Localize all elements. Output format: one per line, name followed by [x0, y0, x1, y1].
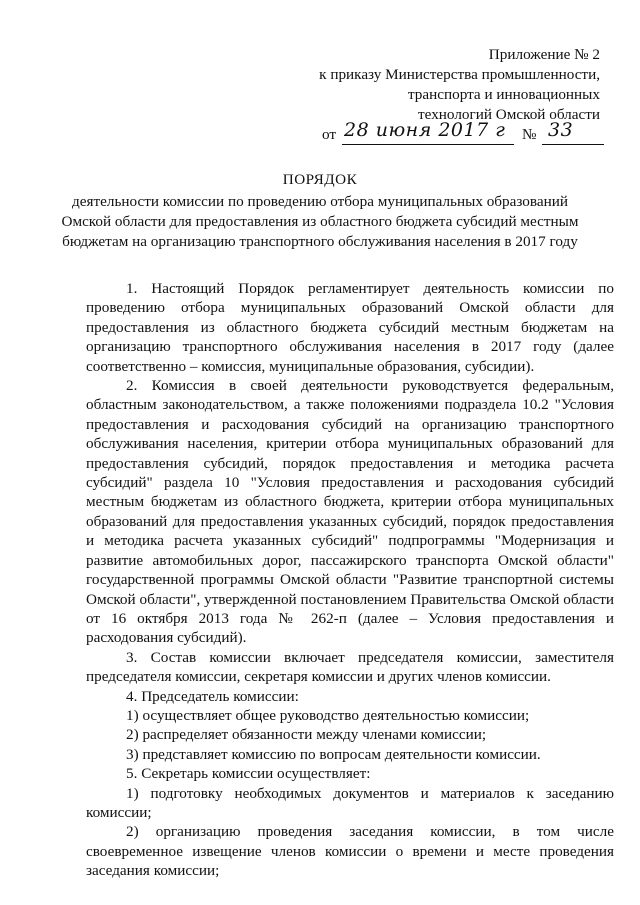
appendix-number: Приложение № 2 [488, 46, 600, 63]
document-subtitle: деятельности комиссии по проведению отбора муниципальных образований Омской области для предоставления из областного бюджета субсидий местным бюджетам на организацию транспортного обслуживания населения в 2017 году [61, 193, 579, 250]
order-reference-line-1: к приказу Министерства промышленности, [319, 66, 600, 83]
paragraph-4: 4. Председатель комиссии: [126, 687, 299, 705]
paragraph-4-item-2: 2) распределяет обязанности между членами комиссии; [126, 726, 487, 744]
paragraph-3: 3. Состав комиссии включает председателя комиссии, заместителя председателя комиссии, секретаря комиссии и других членов комиссии. [86, 648, 614, 686]
paragraph-2: 2. Комиссия в своей деятельности руководствуется федеральным, областным законодательством, а также положениями подраздела 10.2 "Условия предоставления и расходования субсидий на организацию транспортного обслуживания населения, критерии отбора муниципальных образований для предоставления субсидий, порядок предоставления и методика расчета субсидий" раздела 10 "Условия предоставления и расходования субсидий местным бюджетам из областного бюджета, критерии отбора муниципальных образований для предоставления указанных субсидий, порядок предоставления и методика расчета указанных субсидий" подпрограммы "Модернизация и развитие автомобильных дорог, пассажирского транспорта Омской области" государственной программы Омской области "Развитие транспортной системы Омской области", утвержденной постановлением Правительства Омской области от 16 октября 2013 года № 262-п (далее – Условия предоставления и расходования субсидий). [86, 377, 614, 647]
paragraph-5: 5. Секретарь комиссии осуществляет: [126, 765, 371, 783]
handwritten-number: 33 [548, 119, 574, 141]
number-underline [542, 144, 604, 145]
date-prefix: от [322, 126, 337, 143]
date-underline [342, 144, 514, 145]
paragraph-4-item-3: 3) представляет комиссию по вопросам деятельности комиссии. [126, 745, 541, 763]
paragraph-4-item-1: 1) осуществляет общее руководство деятельностью комиссии; [126, 706, 530, 724]
order-date-number-line [322, 119, 607, 149]
document-title: ПОРЯДОК [282, 171, 358, 188]
handwritten-date: 28 июня 2017 г [344, 119, 506, 141]
paragraph-5-item-2: 2) организацию проведения заседания комиссии, в том числе своевременное извещение членов комиссии о времени и месте проведения заседания комиссии; [86, 823, 614, 880]
paragraph-5-item-1: 1) подготовку необходимых документов и материалов к заседанию комиссии; [86, 784, 614, 821]
order-reference-line-2: транспорта и инновационных [407, 86, 600, 103]
order-reference-line-3: технологий Омской области [418, 106, 600, 123]
document-body [86, 279, 614, 881]
paragraph-1: 1. Настоящий Порядок регламентирует деятельность комиссии по проведению отбора муниципальных образований Омской области для предоставления из областного бюджета субсидий местным бюджетам на организацию транспортного обслуживания населения в 2017 году (далее соответственно – комиссия, муниципальные образования, субсидии). [86, 280, 614, 375]
appendix-header [300, 45, 600, 125]
document-title-block [60, 170, 580, 252]
number-prefix: № [522, 126, 537, 143]
